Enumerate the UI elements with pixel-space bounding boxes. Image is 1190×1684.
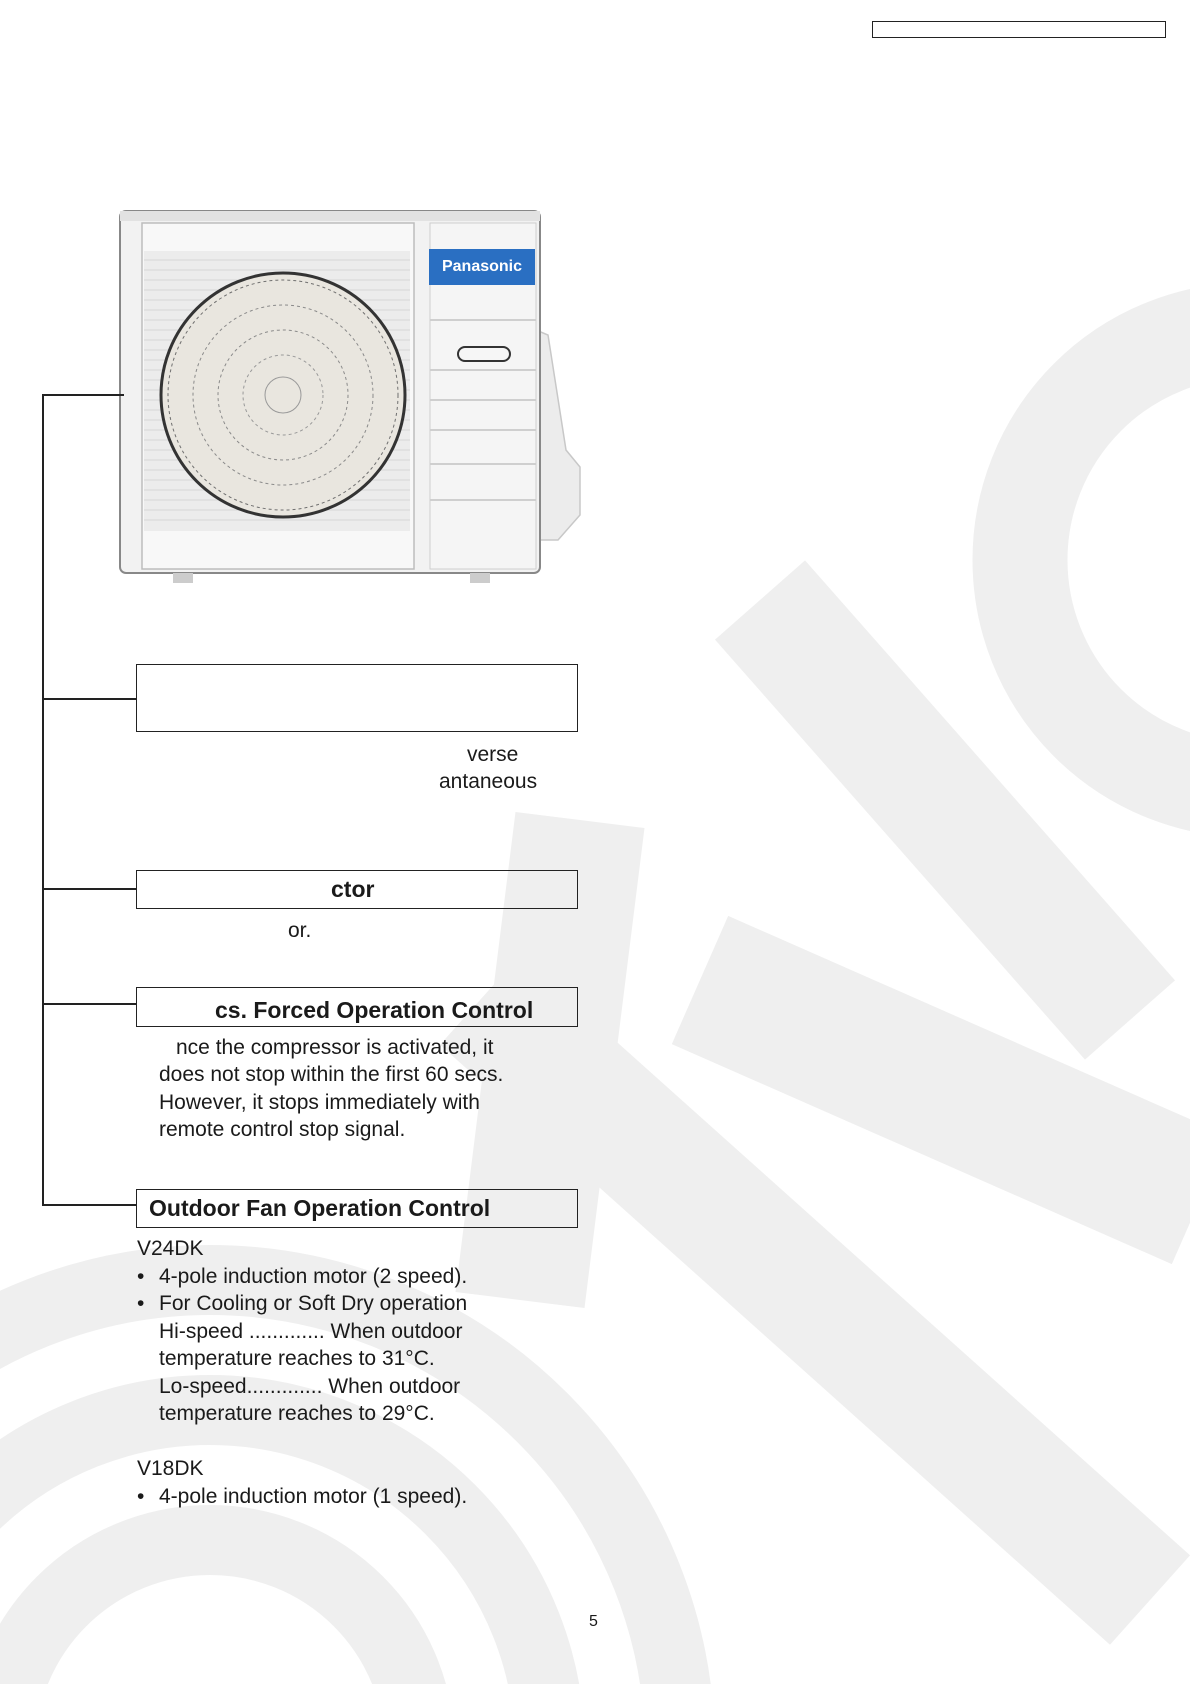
section-b-title: ctor	[331, 876, 375, 902]
list-item-text: 4-pole induction motor (1 speed).	[159, 1484, 468, 1508]
lo-speed-line: Lo-speed............. When outdoor	[159, 1374, 461, 1398]
header-box	[872, 21, 1166, 38]
section-c-line2: does not stop within the first 60 secs.	[159, 1063, 504, 1086]
section-c-line3: However, it stops immediately with	[159, 1091, 480, 1114]
section-a-text-line1: verse	[467, 743, 519, 766]
connector-line-unit	[42, 394, 124, 396]
page-number: 5	[589, 1613, 598, 1630]
list-item	[137, 1290, 467, 1318]
hi-speed-line: Hi-speed ............. When outdoor	[159, 1319, 463, 1343]
bullet-dot-icon: •	[137, 1292, 145, 1315]
bullet-dot-icon: •	[137, 1484, 145, 1508]
model-v18dk-label: V18DK	[137, 1457, 204, 1480]
brand-badge: Panasonic	[429, 249, 535, 285]
section-c-title: cs. Forced Operation Control	[215, 997, 534, 1023]
list-item-text: 4-pole induction motor (2 speed).	[159, 1264, 468, 1288]
list-item-text: For Cooling or Soft Dry operation	[159, 1292, 468, 1315]
bullet-dot-icon: •	[137, 1264, 145, 1288]
section-d-content	[137, 1235, 467, 1510]
section-c-line1: nce the compressor is activated, it	[176, 1036, 494, 1059]
model-v24dk-label: V24DK	[137, 1237, 204, 1260]
connector-line-c	[42, 1003, 137, 1005]
section-a-text-line2: antaneous	[439, 770, 538, 793]
hi-speed-temp: temperature reaches to 31°C.	[159, 1347, 435, 1370]
section-a-title-box	[136, 664, 578, 732]
section-b-text: or.	[288, 919, 312, 942]
list-item	[137, 1263, 467, 1291]
connector-line-a	[42, 698, 137, 700]
list-item	[137, 1483, 467, 1511]
connector-vertical-line	[42, 394, 44, 1205]
lo-speed-temp: temperature reaches to 29°C.	[159, 1402, 435, 1425]
connector-line-d	[42, 1204, 137, 1206]
section-c-line4: remote control stop signal.	[159, 1118, 406, 1141]
connector-line-b	[42, 888, 137, 890]
section-d-title: Outdoor Fan Operation Control	[149, 1195, 491, 1221]
